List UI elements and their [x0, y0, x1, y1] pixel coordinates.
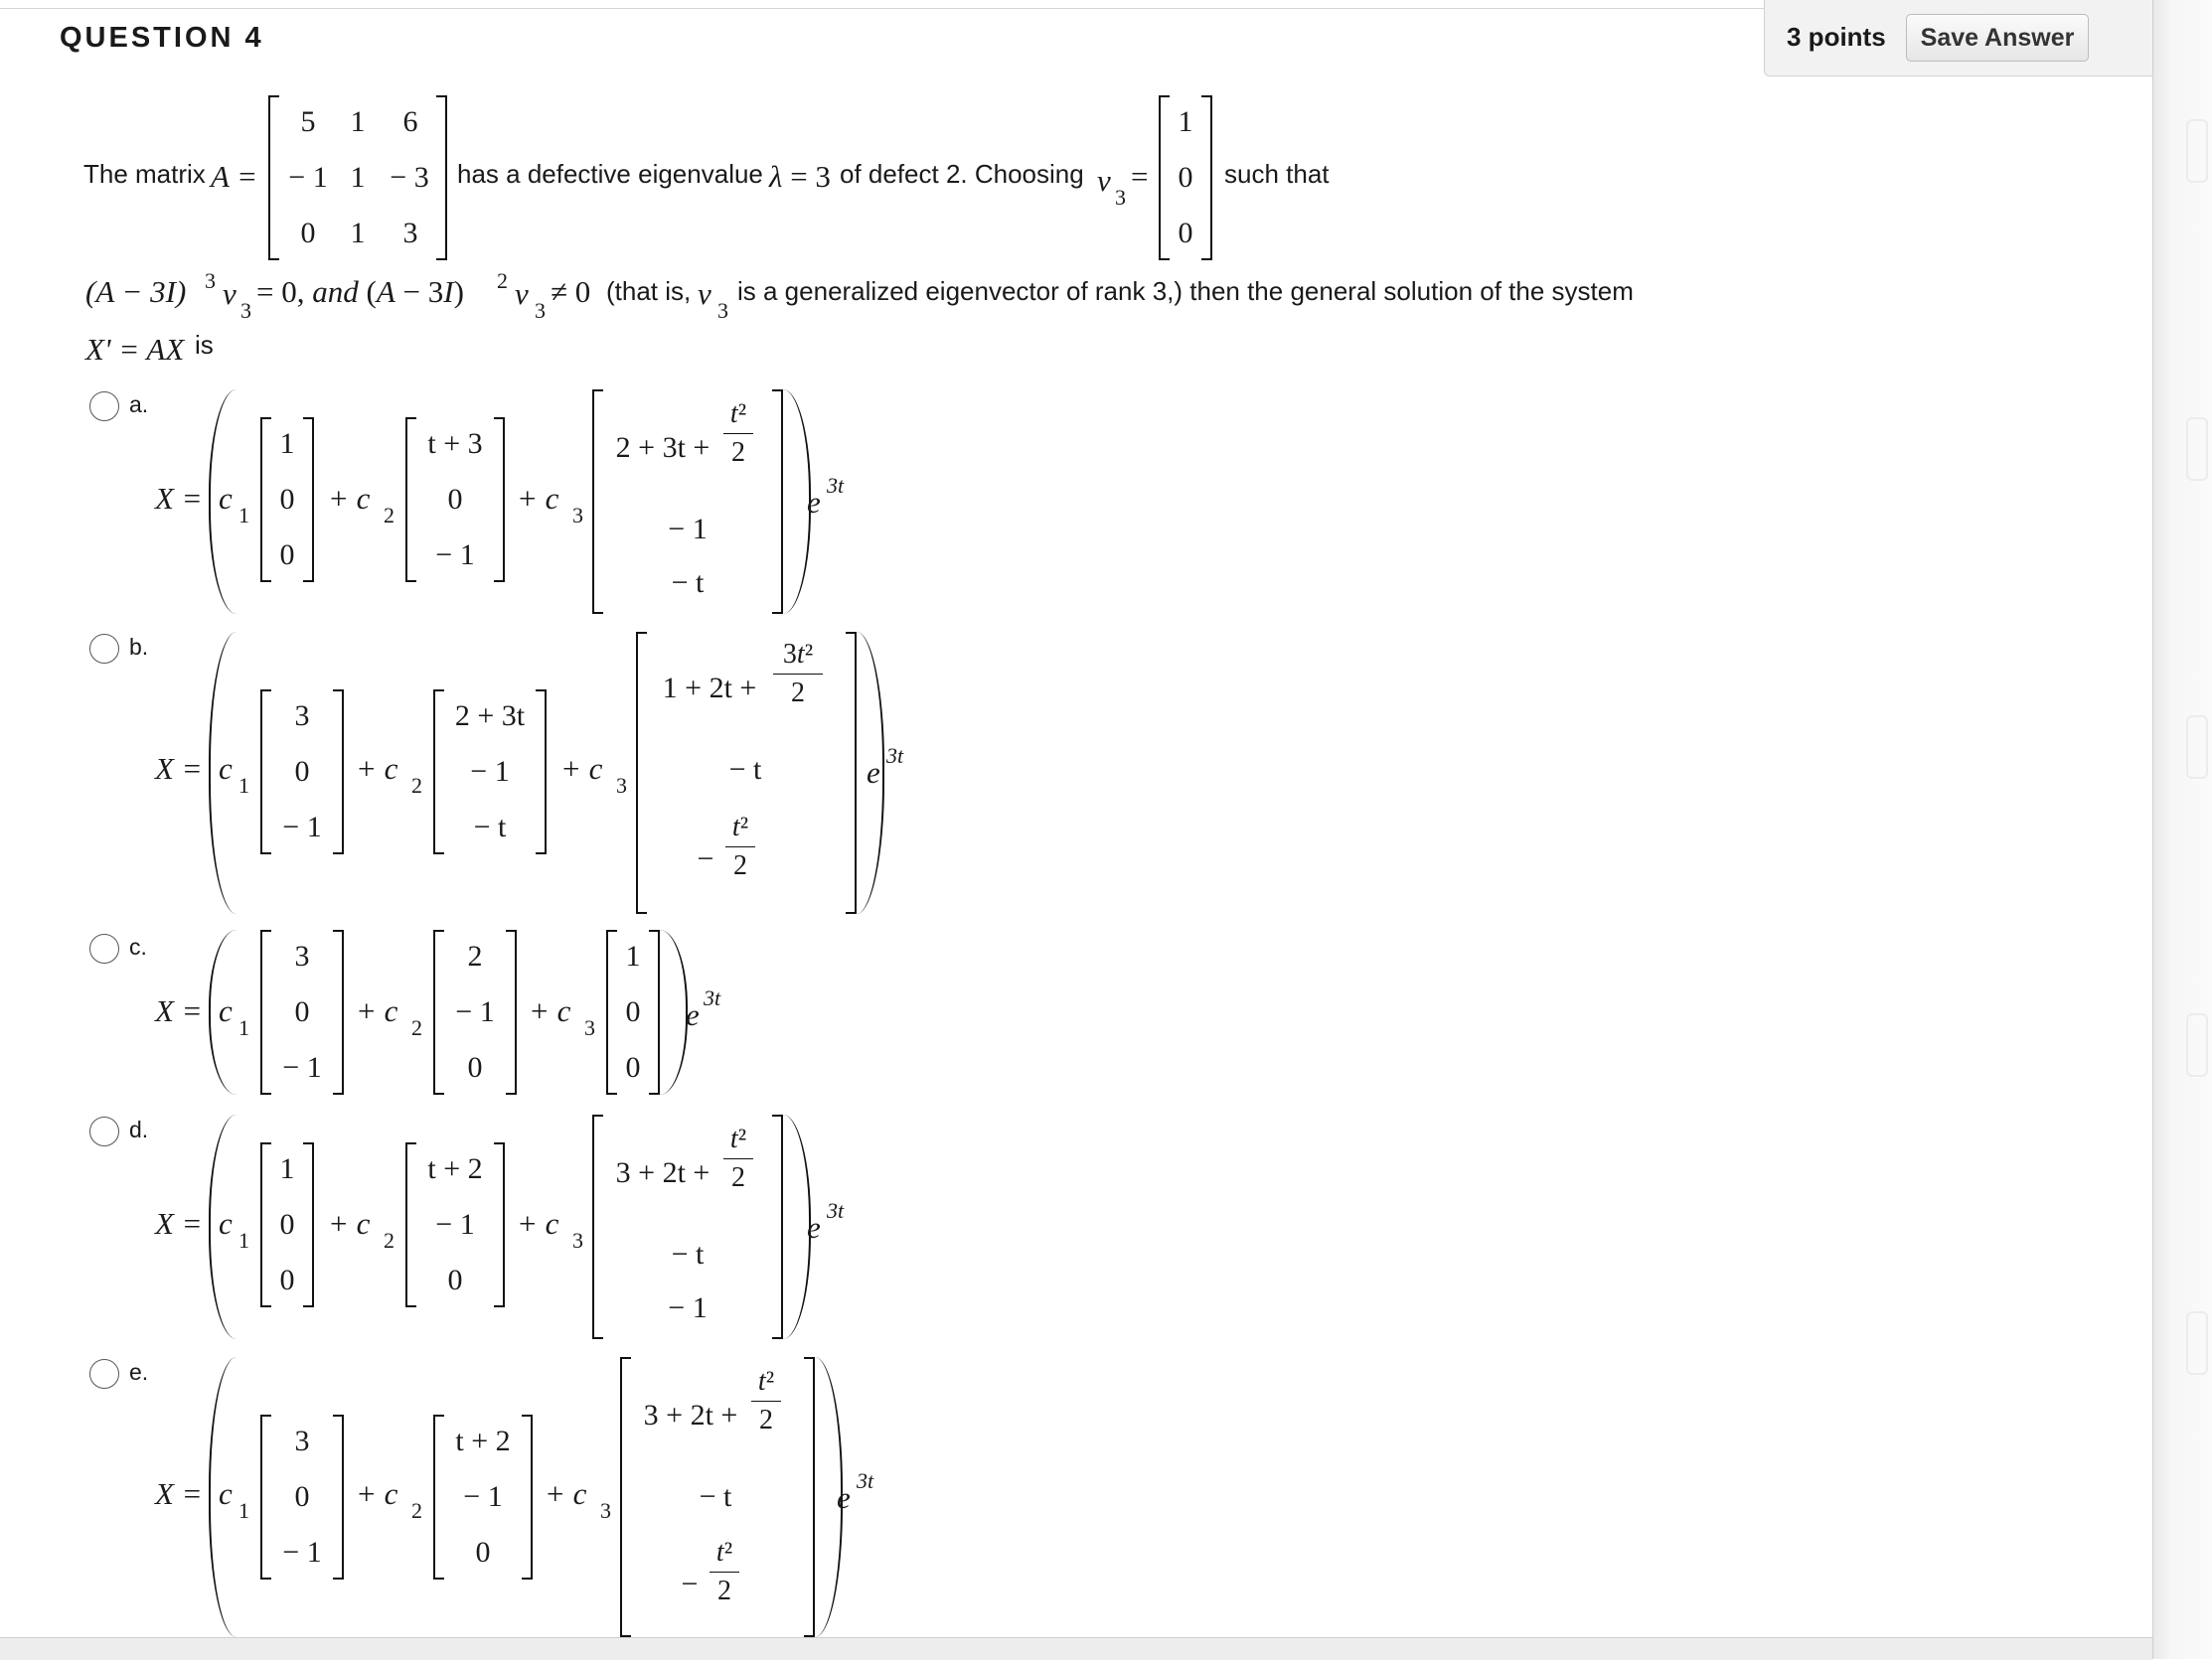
math-X: X = [155, 481, 203, 516]
vector-cell: 0 [279, 1264, 295, 1296]
math-condition-2: = 0, and (A − 3I) [256, 274, 464, 309]
math-v3: v [1097, 163, 1111, 198]
option-d-v3 [592, 1115, 783, 1339]
option-b-label: b. [129, 634, 149, 660]
vector-v3 [1159, 95, 1212, 260]
vector-cell: 3 + 2t + [643, 1399, 738, 1432]
vector-cell: 1 [1178, 105, 1193, 138]
subscript: 3 [584, 1015, 595, 1040]
vector-cell: − 1 [668, 1291, 708, 1324]
vector-cell: − 1 [463, 1480, 503, 1513]
vector-cell: − 1 [435, 1208, 475, 1241]
matrix-cell: 3 [402, 217, 418, 249]
option-d-label: d. [129, 1117, 149, 1142]
option-e-v1 [260, 1415, 344, 1580]
option-a-v3 [592, 389, 783, 614]
subscript: 2 [411, 773, 422, 798]
vector-cell: − 1 [668, 513, 708, 545]
option-d-v1 [260, 1142, 314, 1307]
fraction: 3t² 2 [773, 638, 823, 710]
math-c2: + c [328, 1206, 371, 1241]
matrix-A [268, 95, 447, 260]
subscript: 3 [600, 1498, 611, 1523]
gutter-decoration [2186, 1311, 2208, 1375]
vector-cell: − 1 [282, 811, 322, 843]
vector-cell: − [681, 1568, 699, 1600]
option-e-label: e. [129, 1359, 149, 1385]
prompt-text-1: The matrix [83, 159, 206, 189]
vector-cell: 0 [475, 1536, 491, 1569]
subscript: 3 [1115, 185, 1126, 210]
superscript: 3t [857, 1468, 874, 1493]
vector-cell: t + 2 [455, 1425, 511, 1457]
fraction: t² 2 [725, 811, 755, 883]
option-a-label: a. [129, 391, 149, 417]
math-c3: + c [517, 1206, 559, 1241]
math-v: v [223, 276, 237, 311]
math-c1: c [219, 1476, 233, 1511]
option-e-v3 [620, 1357, 815, 1637]
option-d-v2 [405, 1142, 505, 1307]
option-b-v1 [260, 689, 344, 854]
math-c3: + c [560, 751, 603, 786]
vector-cell: 1 [279, 427, 295, 460]
vector-cell: t + 2 [427, 1152, 483, 1185]
option-a-radio[interactable] [89, 391, 119, 421]
math-c3: + c [529, 993, 571, 1028]
math-c1: c [219, 1206, 233, 1241]
math-c3: + c [517, 481, 559, 516]
vector-cell: 1 [625, 940, 641, 973]
prompt-text-6: is a generalized eigenvector of rank 3,) then the general solution of the system [737, 276, 1634, 306]
superscript: 3t [886, 743, 904, 768]
matrix-cell: − 1 [288, 161, 328, 194]
vector-cell: − t [671, 566, 705, 599]
math-X: X = [155, 993, 203, 1028]
math-X: X = [155, 1476, 203, 1511]
vector-cell: 3 [294, 1425, 310, 1457]
prompt-text-4: such that [1224, 159, 1330, 189]
option-e-radio[interactable] [89, 1359, 119, 1389]
option-a-v2 [405, 417, 505, 582]
subscript: 3 [572, 1228, 583, 1253]
math-lambda: λ = 3 [769, 159, 831, 194]
fraction: t² 2 [751, 1365, 781, 1437]
option-c-label: c. [129, 934, 147, 960]
vector-cell: 0 [279, 1208, 295, 1241]
superscript: 3t [704, 985, 721, 1010]
math-c2: + c [356, 751, 398, 786]
math-exp: e [837, 1480, 851, 1515]
vector-cell: 1 + 2t + [662, 672, 757, 704]
math-c3: + c [545, 1476, 587, 1511]
vector-cell: 3 + 2t + [615, 1156, 711, 1189]
vector-cell: 1 [279, 1152, 295, 1185]
matrix-cell: 1 [350, 161, 366, 194]
vector-cell: − t [473, 811, 507, 843]
right-gutter [2152, 0, 2212, 1659]
subscript: 3 [572, 503, 583, 528]
vector-cell: 2 + 3t [454, 699, 526, 732]
vector-cell: − t [699, 1480, 732, 1513]
math-X: X = [155, 751, 203, 786]
fraction: t² 2 [723, 1123, 753, 1195]
gutter-decoration [2186, 119, 2208, 183]
vector-cell: 0 [625, 995, 641, 1028]
vector-cell: 0 [625, 1051, 641, 1084]
vector-cell: − t [671, 1238, 705, 1271]
math-exp: e [867, 755, 880, 790]
subscript: 1 [238, 1015, 249, 1040]
vector-cell: 0 [447, 483, 463, 516]
vector-cell: − 1 [282, 1051, 322, 1084]
vector-cell: 0 [294, 995, 310, 1028]
option-d-radio[interactable] [89, 1117, 119, 1146]
option-b-v3 [636, 632, 857, 914]
subscript: 1 [238, 773, 249, 798]
fraction: t² 2 [723, 397, 753, 470]
gutter-decoration [2186, 417, 2208, 481]
subscript: 1 [238, 1498, 249, 1523]
math-c2: + c [356, 1476, 398, 1511]
vector-cell: − [697, 842, 714, 875]
math-c1: c [219, 993, 233, 1028]
matrix-cell: 1 [350, 105, 366, 138]
vector-cell: t + 3 [427, 427, 483, 460]
vector-cell: 2 + 3t + [615, 431, 711, 464]
math-exp: e [807, 485, 821, 520]
vector-cell: − 1 [282, 1536, 322, 1569]
math-A-equals: A = [211, 159, 258, 194]
math-exp: e [686, 997, 700, 1032]
vector-cell: 0 [447, 1264, 463, 1296]
math-not-equal: ≠ 0 [551, 274, 591, 309]
subscript: 3 [717, 298, 728, 323]
vector-cell: − 1 [455, 995, 495, 1028]
question-title: QUESTION 4 [60, 22, 264, 54]
superscript: 2 [497, 268, 508, 293]
option-c-v1 [260, 930, 344, 1095]
math-c1: c [219, 481, 233, 516]
matrix-cell: 6 [402, 105, 418, 138]
subscript: 1 [238, 1228, 249, 1253]
math-exp: e [807, 1210, 821, 1245]
math-c2: + c [328, 481, 371, 516]
option-a-v1 [260, 417, 314, 582]
subscript: 3 [535, 298, 546, 323]
bottom-scroll-edge [0, 1637, 2152, 1660]
matrix-cell: 1 [350, 217, 366, 249]
option-b-v2 [433, 689, 547, 854]
option-e-v2 [433, 1415, 533, 1580]
vector-cell: 0 [1178, 161, 1193, 194]
subscript: 2 [411, 1498, 422, 1523]
save-answer-button[interactable]: Save Answer [1906, 14, 2089, 62]
superscript: 3t [827, 473, 845, 498]
subscript: 1 [238, 503, 249, 528]
vector-cell: − 1 [435, 538, 475, 571]
matrix-cell: 0 [300, 217, 316, 249]
math-c2: + c [356, 993, 398, 1028]
paren-right [660, 930, 688, 1095]
matrix-cell: − 3 [390, 161, 429, 194]
vector-cell: 0 [467, 1051, 483, 1084]
vector-cell: 3 [294, 699, 310, 732]
superscript: 3t [827, 1198, 845, 1223]
vector-cell: 0 [279, 538, 295, 571]
option-b-radio[interactable] [89, 634, 119, 664]
option-c-v3 [606, 930, 660, 1095]
vector-cell: − t [728, 753, 762, 786]
math-c1: c [219, 751, 233, 786]
subscript: 2 [411, 1015, 422, 1040]
vector-cell: − 1 [470, 755, 510, 788]
superscript: 3 [205, 268, 216, 293]
gutter-decoration [2186, 715, 2208, 779]
math-condition-1: (A − 3I) [85, 274, 187, 309]
subscript: 3 [240, 298, 251, 323]
vector-cell: 0 [1178, 217, 1193, 249]
math-X: X = [155, 1206, 203, 1241]
math-equals: = [1131, 159, 1149, 194]
option-c-radio[interactable] [89, 934, 119, 964]
math-v: v [515, 276, 529, 311]
subscript: 2 [384, 503, 395, 528]
fraction: t² 2 [710, 1536, 739, 1608]
gutter-decoration [2186, 1013, 2208, 1077]
matrix-cell: 5 [300, 105, 316, 138]
prompt-text-7: is [195, 330, 214, 360]
prompt-text-2: has a defective eigenvalue [457, 159, 763, 189]
prompt-text-5: (that is, [606, 276, 692, 306]
vector-cell: 0 [294, 755, 310, 788]
vector-cell: 0 [294, 1480, 310, 1513]
subscript: 2 [384, 1228, 395, 1253]
math-system: X' = AX [85, 332, 185, 367]
math-v: v [698, 276, 711, 311]
points-label: 3 points [1787, 22, 1886, 52]
vector-cell: 0 [279, 483, 295, 516]
prompt-text-3: of defect 2. Choosing [840, 159, 1084, 189]
option-c-v2 [433, 930, 517, 1095]
vector-cell: 2 [467, 940, 483, 973]
subscript: 3 [616, 773, 627, 798]
vector-cell: 3 [294, 940, 310, 973]
